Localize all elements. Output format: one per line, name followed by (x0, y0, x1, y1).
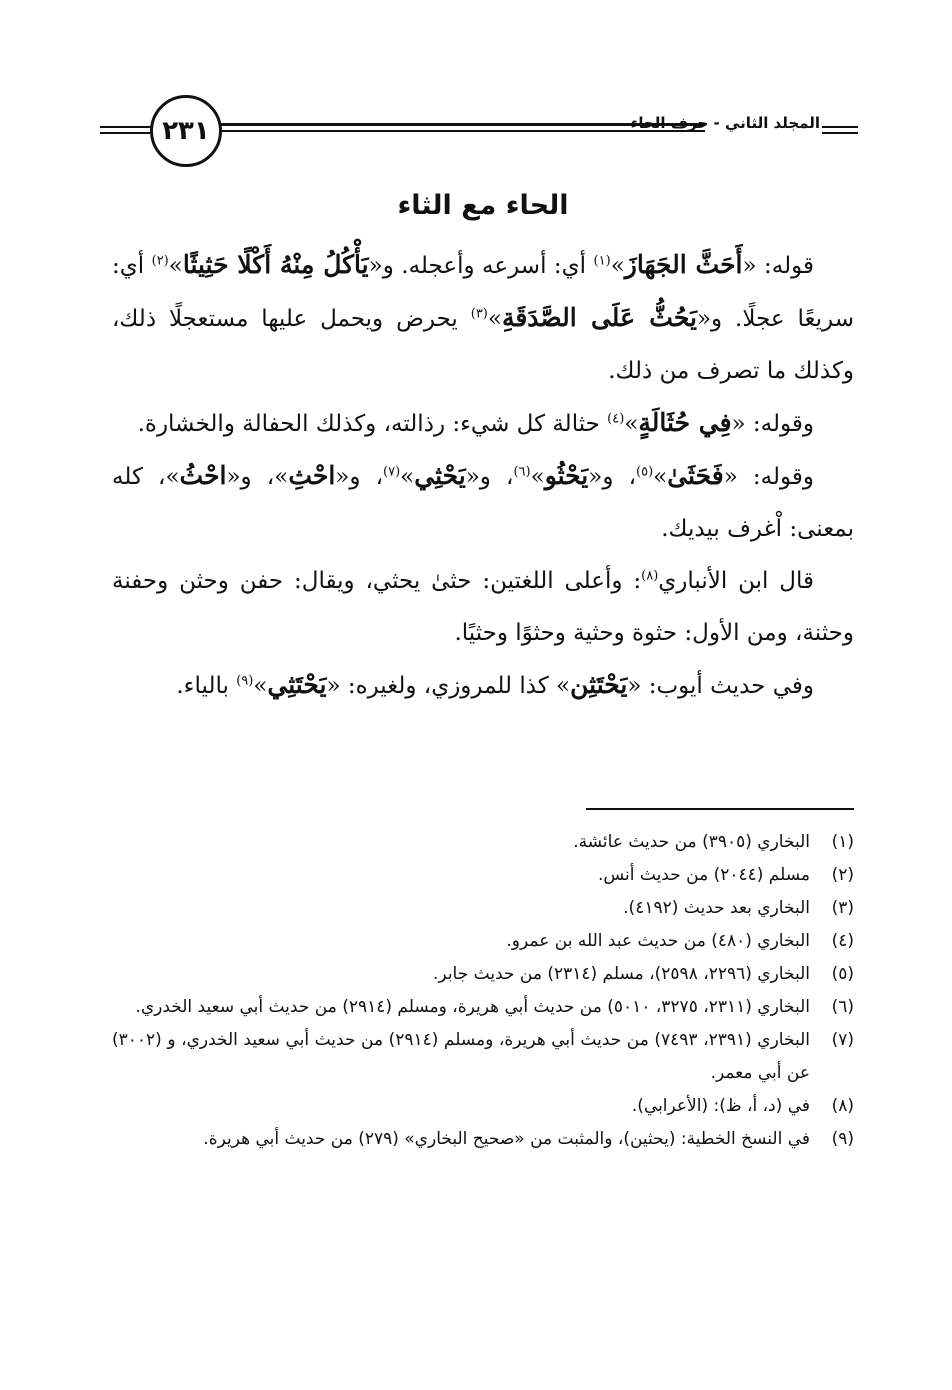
footnote-number: (٣) (831, 898, 854, 918)
footnote-text: البخاري (٢٣١١، ٣٢٧٥، ٥٠١٠) من حديث أبي هريرة، ومسلم (٢٩١٤) من حديث أبي سعيد الخدري. (135, 997, 810, 1017)
footnote-number: (٤) (831, 931, 854, 951)
footnote (112, 1024, 854, 1090)
footnote-ref: (٥) (636, 464, 654, 480)
paragraph (112, 555, 854, 659)
footnote-text: البخاري (٤٨٠) من حديث عبد الله بن عمرو. (506, 931, 810, 951)
footnote-number: (٢) (831, 865, 854, 885)
footnote-ref: (٨) (641, 568, 659, 584)
hadith-term: أَحَثَّ الجَهَازَ (624, 250, 743, 279)
text-run: » (487, 306, 502, 332)
page-number: ٢٣١ (150, 95, 222, 167)
paragraph (112, 659, 854, 712)
text-run: » (653, 464, 668, 490)
hadith-term: يَحْثُو (544, 461, 589, 490)
text-run: بالياء. (176, 673, 237, 699)
footnote-number: (٦) (831, 997, 854, 1017)
text-run: أي: أسرعه وأعجله. و« (368, 253, 594, 279)
footnote (112, 958, 854, 991)
section-title: الحاء مع الثاء (397, 190, 569, 221)
text-run: ، و« (335, 464, 384, 490)
running-head: المجلد الثاني - حرف الحاء (630, 114, 820, 132)
text-run: يحرض ويحمل عليها مستعجلًا ذلك، وكذلك ما تصرف من ذلك. (112, 306, 854, 384)
text-run: ، و« (465, 464, 514, 490)
footnote-ref: (٩) (236, 673, 254, 689)
footnote-separator (586, 808, 854, 810)
hadith-term: فَحَثَىٰ (667, 461, 724, 490)
footnote-text: البخاري (٣٩٠٥) من حديث عائشة. (573, 832, 810, 852)
text-run: » (400, 464, 415, 490)
footnote (112, 1123, 854, 1156)
main-text (112, 190, 854, 712)
footnote-ref: (٢) (151, 253, 169, 269)
text-run: قوله: « (742, 253, 815, 279)
footnotes (112, 826, 854, 1156)
text-run: » (168, 253, 183, 279)
text-run: » (610, 253, 625, 279)
text-run: أي: سريعًا عجلًا. و« (112, 253, 855, 332)
text-run: وفي حديث أيوب: « (627, 673, 814, 699)
text-run: » كذا للمروزي، ولغيره: « (326, 673, 571, 699)
footnote-number: (١) (831, 832, 854, 852)
hadith-term: يَحْتَثِن (570, 670, 628, 699)
footnote-number: (٩) (831, 1129, 854, 1149)
footnote-number: (٨) (831, 1096, 854, 1116)
footnote-text: البخاري (٢٣٩١، ٧٤٩٣) من حديث أبي هريرة، ومسلم (٢٩١٤) من حديث أبي سعيد الخدري، و (٣٠٠٢) عن أبي معمر. (112, 1030, 810, 1083)
footnote-ref: (٦) (513, 464, 531, 480)
text-run: وقوله: « (731, 411, 814, 437)
footnote-text: مسلم (٢٠٤٤) من حديث أنس. (597, 865, 810, 885)
hadith-term: احْثِ (288, 461, 336, 490)
paragraph (112, 239, 854, 397)
footnote-ref: (٧) (383, 464, 401, 480)
text-run: » (253, 673, 268, 699)
footnote (112, 826, 854, 859)
footnote-ref: (٣) (470, 306, 488, 322)
text-run: حثالة كل شيء: رذالته، وكذلك الحفالة والخشارة. (137, 411, 608, 437)
footnote (112, 925, 854, 958)
footnote-text: في (د، أ، ظ): (الأعرابي). (631, 1096, 810, 1116)
footnote-ref: (٤) (607, 411, 625, 427)
footnote (112, 892, 854, 925)
text-run: »، كله بمعنى: اْغرف بيديك. (112, 464, 854, 542)
hadith-term: يَحْتَثِي (267, 670, 327, 699)
text-run: » (530, 464, 545, 490)
hadith-term: يَحْثِي (414, 461, 466, 490)
footnote (112, 859, 854, 892)
hadith-term: يَحُثُّ عَلَى الصَّدَقَةِ (501, 303, 697, 332)
footnote (112, 991, 854, 1024)
page-header (100, 92, 860, 172)
footnote-ref: (١) (593, 253, 611, 269)
paragraph (112, 397, 854, 450)
hadith-term: احْثُ (179, 461, 227, 490)
text-run: : وأعلى اللغتين: حثىٰ يحثي، ويقال: حفن وحثن وحفنة وحثنة، ومن الأول: حثوة وحثية وحثوًا وحثيًا. (112, 568, 854, 646)
text-run: قال ابن الأنباري (658, 568, 815, 594)
paragraph (112, 450, 854, 555)
header-rule (822, 126, 858, 128)
footnote-text: البخاري (٢٢٩٦، ٢٥٩٨)، مسلم (٢٣١٤) من حديث جابر. (433, 964, 810, 984)
footnote-number: (٧) (831, 1030, 854, 1050)
hadith-term: يَأْكُلُ مِنْهُ أَكْلًا حَثِيثًا (182, 250, 369, 279)
header-rule (822, 132, 858, 134)
paragraphs (112, 239, 854, 712)
text-run: »، و« (226, 464, 289, 490)
footnote (112, 1090, 854, 1123)
footnote-text: في النسخ الخطية: (يحثين)، والمثبت من «صحيح البخاري» (٢٧٩) من حديث أبي هريرة. (203, 1129, 810, 1149)
text-run: ، و« (588, 464, 636, 490)
text-run: » (624, 411, 639, 437)
text-run: وقوله: « (723, 464, 814, 490)
footnote-text: البخاري بعد حديث (٤١٩٢). (623, 898, 810, 918)
footnote-number: (٥) (831, 964, 854, 984)
hadith-term: فِي حُثَالَةٍ (638, 408, 732, 437)
